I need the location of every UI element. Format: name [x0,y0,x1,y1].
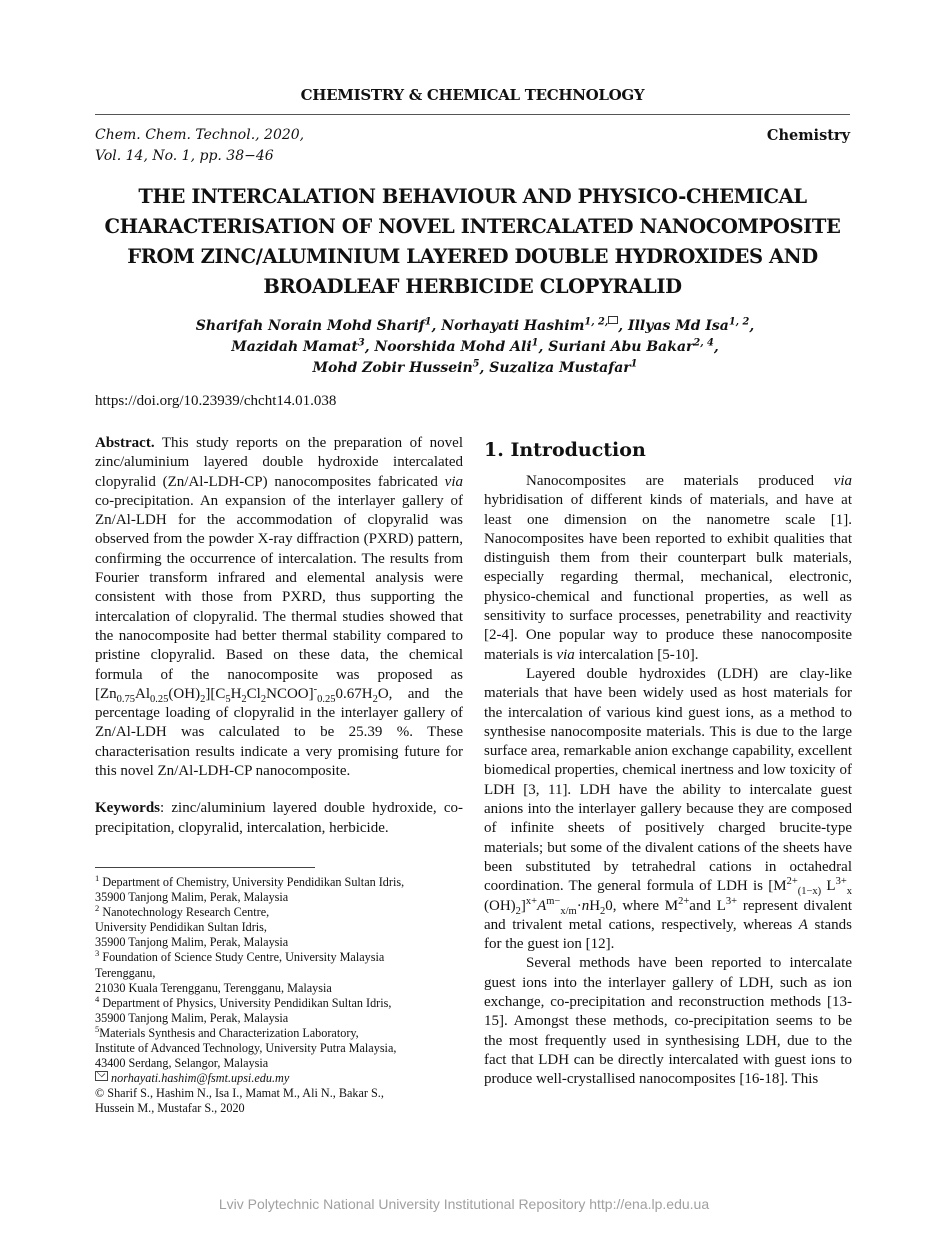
footnote-line: $^2$ Nanotechnology Research Centre, [95,903,270,920]
footnote-line: 35900 Tanjong Malim, Perak, Malaysia [95,1010,289,1025]
author-name: Sharifah Norain Mohd Sharif [195,318,425,334]
footnote-line: $^4$ Department of Physics, University Pendidikan Sultan Idris, [95,993,392,1010]
introduction-column [484,438,852,1090]
title-line: THE INTERCALATION BEHAVIOUR AND PHYSICO-CHEMICAL [138,185,807,208]
footnote-line: 43400 Serdang, Selangor, Malaysia [95,1056,269,1071]
affiliations-footnotes [95,872,465,1117]
title-line: FROM ZINC/ALUMINIUM LAYERED DOUBLE HYDROXIDES AND [127,245,818,268]
footnote-line: $^3$ Foundation of Science Study Centre, University Malaysia [95,948,385,965]
title-line: BROADLEAF HERBICIDE CLOPYRALID [263,275,682,298]
paper-title [90,182,855,302]
footnote-line: 35900 Tanjong Malim, Perak, Malaysia [95,935,289,950]
section-heading: 1. Introduction [484,439,646,461]
envelope-icon [95,1071,108,1081]
footnote-line: University Pendidikan Sultan Idris, [95,920,267,935]
abstract-label: Abstract. [95,435,155,451]
journal-name: CHEMISTRY & CHEMICAL TECHNOLOGY [300,86,645,104]
author-affiliation: 1 [531,337,539,349]
author-name: Mazidah Mamat [231,339,358,355]
footnote-line: $^1$ Department of Chemistry, University Pendidikan Sultan Idris, [95,872,405,889]
paragraph: Nanocomposites are materials produced via hybridisation of different kinds of materials, and have at least one dimension on the nanometre scale [1]. Nanocomposites have been reported to exhibit qualities that distinguish them from their counterpart bulk materials, especially regarding thermal, mechanical, electronic, physico-chemical and functional properties, as well as sensitivity to surface processes, penetrability and reactivity [2-4]. One popular way to produce these nanocomposite materials is via intercalation [5-10]. [484,473,852,663]
footnote-divider [95,867,315,868]
repository-watermark: Lviv Polytechnic National University Institutional Repository http://ena.lp.edu.ua [218,1196,710,1212]
email-line[interactable] [95,1071,465,1086]
author-name: Mohd Zobir Hussein [312,360,473,376]
author-name: Noorshida Mohd Ali [374,339,532,355]
citation-line-1: Chem. Chem. Technol., 2020, [95,127,305,143]
author-affiliation: 1, 2 [728,316,750,328]
author-name: Suriani Abu Bakar [548,339,694,355]
author-name: Suzaliza Mustafar [489,360,631,376]
author-name: Norhayati Hashim [441,318,585,334]
doi-link[interactable]: https://doi.org/10.23939/chcht14.01.038 [95,393,337,409]
section-label: Chemistry [766,127,850,144]
author-affiliation: 3 [357,337,365,349]
footnote-line: 35900 Tanjong Malim, Perak, Malaysia [95,890,289,905]
author-name: Illyas Md Isa [628,318,729,334]
footnote-line: Institute of Advanced Technology, University Putra Malaysia, [95,1041,397,1056]
keywords-label: Keywords [95,800,160,817]
chemical-formula: $[Zn_{0.75}Al_{0.25}(OH)_2][C_5H_2Cl_2NCOO]^-_{0.25}0.67H_2O$, [95,683,393,705]
email-address[interactable]: norhayati.hashim@fsmt.upsi.edu.my [111,1071,290,1086]
paragraph: Several methods have been reported to intercalate guest ions into the interlayer gallery of LDH, such as ion exchange, co-precipitation and reconstruction methods [13-15]. Amongst these methods, co-precipitation seems to be the most frequently used in synthesising LDH, due to the fact that LDH can be directly intercalated with guest ions to produce well-crystallised nanocomposites [16-18]. This [484,955,852,1088]
footnote-line: 21030 Kuala Terengganu, Terengganu, Malaysia [95,980,332,995]
abstract: Abstract. This study reports on the preparation of novel zinc/aluminium layered double hydroxide intercalated clopyralid (Zn/Al-LDH-CP) nanocomposites fabricated via co-precipitation. An expansion of the interlayer gallery of Zn/Al-LDH for the accommodation of clopyralid was observed from the powder X-ray diffraction (PXRD) pattern, confirming the occurrence of intercalation. The results from Fourier transform infrared and elemental analysis were consistent with those from PXRD, thus supporting the intercalation of clopyralid. The thermal studies showed that the nanocomposite had better thermal stability compared to pristine clopyralid. Based on these data, the chemical formula of the nanocomposite was proposed as $[Zn_{0.75}Al_{0.25}(OH)_2][C_5H_2Cl_2NCOO]^-_{0.25}0.67H_2O$, and the percentage loading of clopyralid in the interlayer gallery of Zn/Al-LDH was calculated to be 25.39 %. These characterisation results indicate a very promising future for this novel Zn/Al-LDH-CP nanocomposite. [95,435,463,780]
citation-line-2: Vol. 14, No. 1, pp. 38−46 [95,148,274,164]
author-affiliation: 5 [472,358,480,370]
author-list: Sharifah Norain Mohd Sharif$^1$, Norhayati Hashim$^{1, 2,}$ , Illyas Md Isa$^{1, 2}$, Mazidah Mamat$^3$, Noorshida Mohd Ali$^1$, Suriani Abu Bakar$^{2, 4}$, Mohd Zobir Hussein$^5$, Suzaliza Mustafar$^1$ [195,316,755,376]
paragraph: Layered double hydroxides (LDH) are clay-like materials that have been widely used as host materials for the intercalation of various kind guest ions, as a method to synthesise nanocomposite materials. This is due to the large surface area, remarkable anion exchange capability, excellent biomedical properties, chemical inertness and low toxicity of LDH [3, 11]. LDH have the ability to intercalate guest anions into the interlayer gallery because they are composed of infinite sheets of positively charged brucite-type materials; but some of the divalent cations of the sheets have been substituted by tetrahedral cations in octahedral coordination. The general formula of LDH is [$M^{2+}_{(1-x)}$ $L^{3+}_x$ $(OH)_2]^{x+}A^{m-}_{x/m}\cdot nH_20$, where $M^{2+}and$ $L^{3+}$ represent divalent and trivalent metal cations, respectively, whereas A stands for the guest ion [12]. [484,665,853,953]
copyright-line: © Sharif S., Hashim N., Isa I., Mamat M., Ali N., Bakar S., [95,1086,384,1101]
author-affiliation: 1 [630,358,638,370]
author-affiliation: 1 [424,316,432,328]
author-affiliation: 1, 2, [584,316,609,328]
journal-citation [95,125,304,167]
abstract-column [95,434,463,838]
header-divider [95,114,850,115]
footnote-line: Terengganu, [95,965,156,980]
footnote-line: $^5$Materials Synthesis and Characterization Laboratory, [95,1023,359,1040]
keywords: Keywords: zinc/aluminium layered double hydroxide, co-precipitation, clopyralid, intercalation, herbicide. [95,800,463,836]
corresponding-author-mail-icon [608,316,618,324]
author-affiliation: 2, 4 [693,337,714,349]
copyright-line: Hussein M., Mustafar S., 2020 [95,1101,245,1116]
title-line: CHARACTERISATION OF NOVEL INTERCALATED NANOCOMPOSITE [104,215,841,238]
